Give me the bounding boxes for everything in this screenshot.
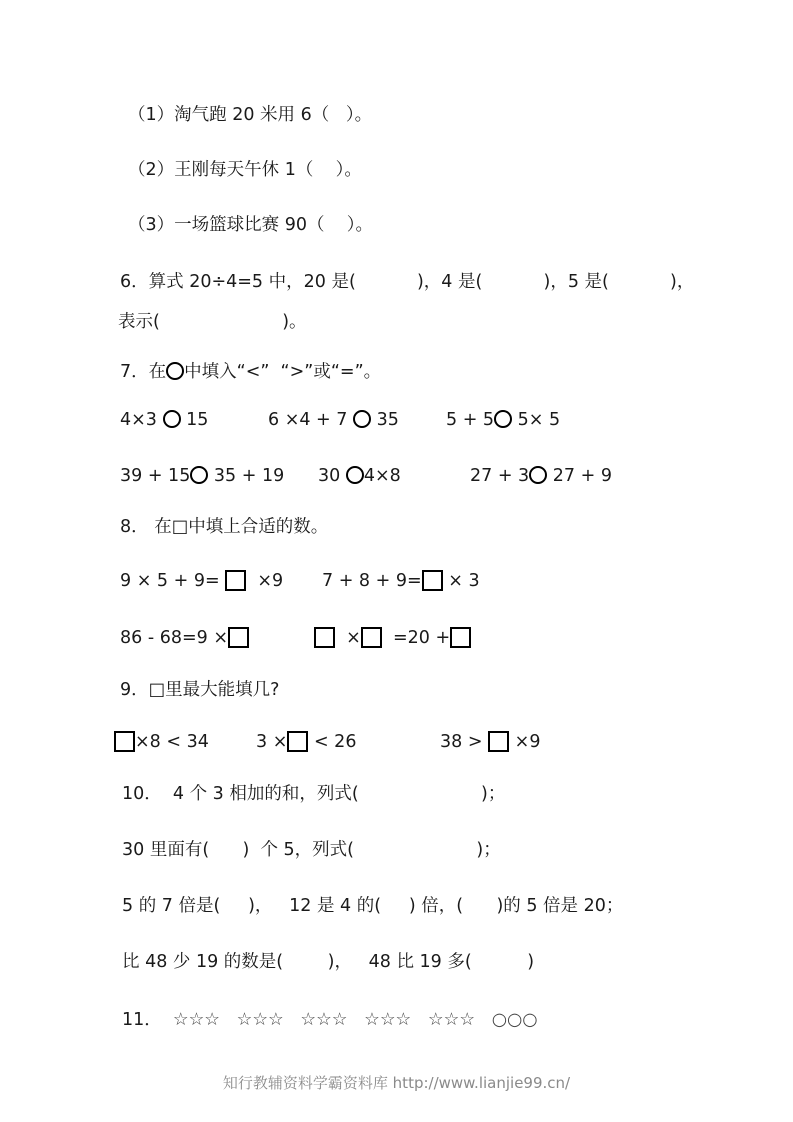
q10-line-3: 5 的 7 倍是( )， 12 是 4 的( ) 倍，( )的 5 倍是 20； — [122, 896, 624, 916]
q8-expr-2 — [322, 570, 480, 591]
expr-right: ×8 < 34 — [135, 732, 209, 752]
q8-title: 8． 在□中填上合适的数。 — [120, 517, 329, 537]
q8-expr-4 — [314, 627, 471, 648]
q9-expr-2 — [256, 731, 356, 752]
q9-expr-3 — [440, 731, 540, 752]
answer-box[interactable] — [450, 627, 471, 648]
answer-circle[interactable] — [346, 466, 364, 484]
answer-circle[interactable] — [353, 410, 371, 428]
q8-expr-3 — [120, 627, 249, 648]
expr-left: 39 + 15 — [120, 466, 191, 486]
q6-line-1: 6．算式 20÷4=5 中，20 是( )，4 是( )，5 是( )， — [120, 272, 695, 292]
answer-circle[interactable] — [529, 466, 547, 484]
expr-left: 5 + 5 — [446, 410, 495, 430]
expr-right: ×9 — [257, 571, 284, 591]
answer-circle[interactable] — [494, 410, 512, 428]
q5-item-2: （2）王刚每天午休 1（ ）。 — [128, 160, 362, 180]
q9-expr-1 — [114, 731, 209, 752]
times-sign: × — [346, 628, 361, 648]
expr-left: 27 + 3 — [470, 466, 530, 486]
expr-right: < 26 — [313, 732, 357, 752]
expr-left: 3 × — [256, 732, 288, 752]
footer-watermark: 知行教辅资料学霸资料库 http://www.lianjie99.cn/ — [222, 1074, 571, 1092]
q5-item-1: （1）淘气跑 20 米用 6（ ）。 — [128, 105, 373, 125]
q7-expr-3 — [446, 410, 560, 430]
expr-left: 4×3 — [120, 410, 157, 430]
expr-left: 38 > — [440, 732, 483, 752]
expr-left: 9 × 5 + 9= — [120, 571, 220, 591]
expr-left: 30 — [318, 466, 341, 486]
expr-left: 86 - 68=9 × — [120, 628, 228, 648]
q6-line-2: 表示( )。 — [118, 312, 307, 332]
answer-circle[interactable] — [163, 410, 181, 428]
q10-line-2: 30 里面有( ) 个 5，列式( )； — [122, 840, 501, 860]
expr-right: × 3 — [448, 571, 480, 591]
answer-box[interactable] — [225, 570, 246, 591]
q7-expr-6 — [470, 466, 612, 486]
expr-right: 35 + 19 — [213, 466, 285, 486]
q7-expr-2 — [268, 410, 399, 430]
expr-right: 35 — [376, 410, 399, 430]
answer-box[interactable] — [287, 731, 308, 752]
answer-box[interactable] — [422, 570, 443, 591]
q8-expr-1 — [120, 570, 283, 591]
expr-left: 7 + 8 + 9= — [322, 571, 422, 591]
answer-circle[interactable] — [190, 466, 208, 484]
expr-right: 15 — [186, 410, 209, 430]
expr-right: 27 + 9 — [552, 466, 612, 486]
q9-title: 9．□里最大能填几? — [120, 680, 280, 700]
answer-box[interactable] — [228, 627, 249, 648]
q10-line-1: 10． 4 个 3 相加的和，列式( )； — [122, 784, 506, 804]
answer-box[interactable] — [361, 627, 382, 648]
q7-title-prefix: 7．在 — [120, 362, 167, 382]
expr-left: 6 ×4 + 7 — [268, 410, 348, 430]
answer-box[interactable] — [314, 627, 335, 648]
q11-line — [122, 1012, 538, 1030]
expr-right: =20 + — [392, 628, 451, 648]
expr-right: 4×8 — [363, 466, 401, 486]
q7-expr-4 — [120, 466, 284, 486]
q5-item-3: （3）一场篮球比赛 90（ ）。 — [128, 215, 373, 235]
answer-box[interactable] — [114, 731, 135, 752]
expr-right: 5× 5 — [517, 410, 561, 430]
q11-number: 11． — [122, 1010, 162, 1030]
q7-expr-1 — [120, 410, 208, 430]
circle-blank-icon — [166, 362, 184, 380]
q7-title — [120, 362, 381, 382]
answer-box[interactable] — [488, 731, 509, 752]
q11-symbols: ☆☆☆ ☆☆☆ ☆☆☆ ☆☆☆ ☆☆☆ ○○○ — [172, 1010, 538, 1030]
q7-title-suffix: 中填入“<” “>”或“=”。 — [184, 362, 382, 382]
q7-expr-5 — [318, 466, 401, 486]
expr-right: ×9 — [514, 732, 541, 752]
q10-line-4: 比 48 少 19 的数是( )， 48 比 19 多( ) — [122, 952, 535, 972]
